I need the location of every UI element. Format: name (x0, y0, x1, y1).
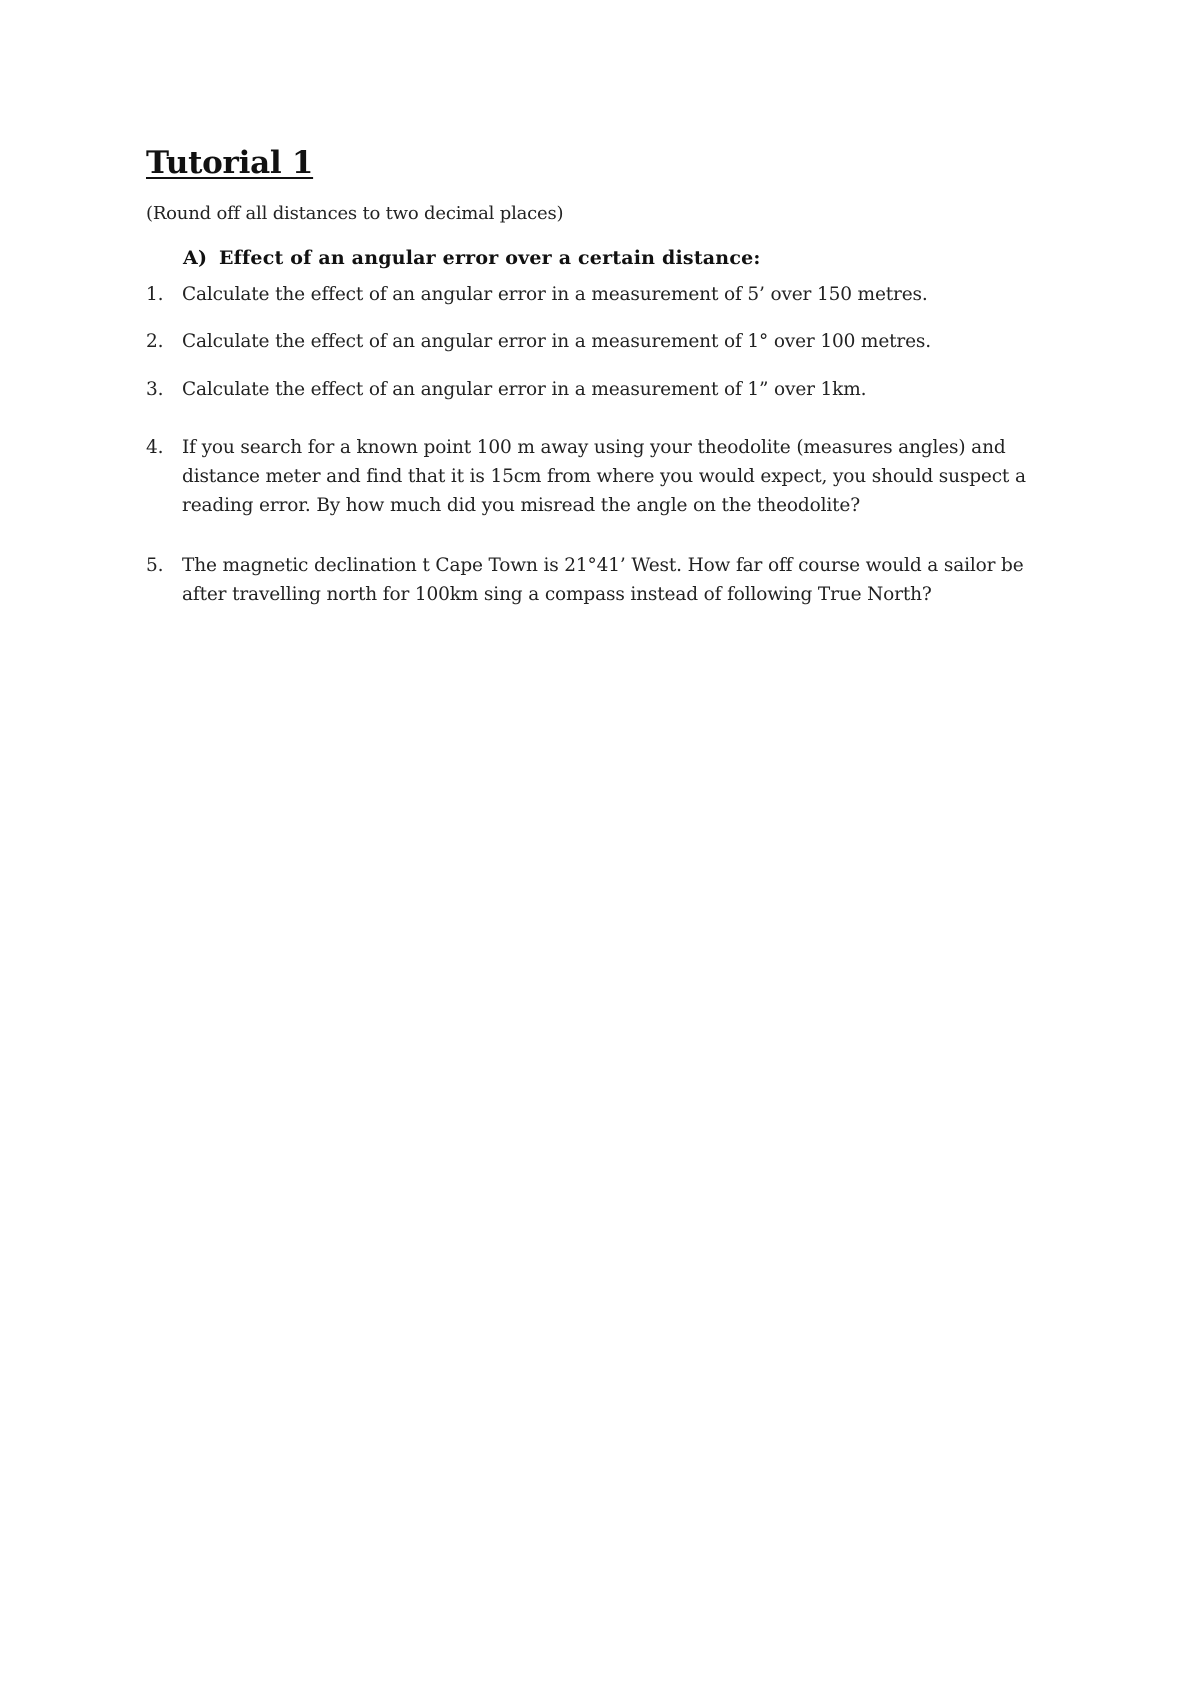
question-text: Calculate the effect of an angular error in a measurement of 1” over 1km. (182, 379, 867, 400)
question-number: 3. (146, 379, 164, 400)
question-text: Calculate the effect of an angular error in a measurement of 1° over 100 metres. (182, 331, 931, 352)
question-number: 1. (146, 284, 164, 305)
question-item (146, 433, 1066, 520)
question-number: 2. (146, 331, 164, 352)
section-marker: A) (183, 247, 208, 269)
rounding-instruction: (Round off all distances to two decimal places) (146, 203, 564, 224)
question-text: Calculate the effect of an angular error in a measurement of 5’ over 150 metres. (182, 284, 928, 305)
section-heading (183, 245, 761, 271)
question-item (146, 551, 1066, 609)
question-text: The magnetic declination t Cape Town is 21°41’ West. How far off course would a sailor be after travelling north for 100km sing a compass instead of following True North? (182, 555, 1024, 605)
question-number: 5. (146, 555, 164, 576)
question-text: If you search for a known point 100 m away using your theodolite (measures angles) and distance meter and find that it is 15cm from where you would expect, you should suspect a reading error. By how much did you misread the angle on the theodolite? (182, 437, 1026, 516)
question-item (146, 280, 1066, 309)
question-item (146, 375, 1066, 404)
question-item (146, 327, 1066, 356)
page-title: Tutorial 1 (146, 145, 314, 181)
section-heading-text: Effect of an angular error over a certain distance: (219, 247, 761, 269)
question-number: 4. (146, 437, 164, 458)
